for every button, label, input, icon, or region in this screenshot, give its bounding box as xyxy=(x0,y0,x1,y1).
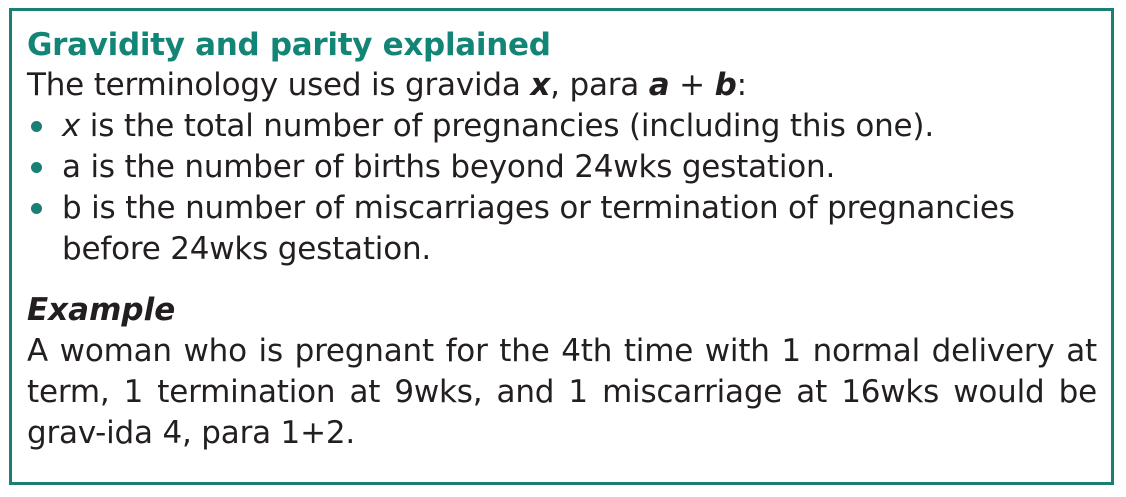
example-text: A woman who is pregnant for the 4th time with 1 normal delivery at term, 1 termination at 9wks, and 1 miscarriage at 16wks would be grav-ida 4, para 1+2. xyxy=(27,333,1097,451)
info-box xyxy=(9,8,1114,485)
bullet-icon xyxy=(31,121,42,132)
list-item xyxy=(27,188,1097,270)
intro-prefix: The terminology used is gravida xyxy=(27,67,531,103)
intro-plus: + xyxy=(669,67,715,103)
list-item xyxy=(27,106,1097,147)
intro-x: x xyxy=(530,67,551,103)
box-title: Gravidity and parity explained xyxy=(27,27,551,63)
intro-b: b xyxy=(714,67,737,103)
bullet-lead: x xyxy=(62,108,81,144)
intro-line xyxy=(27,65,1097,106)
intro-comma: , para xyxy=(550,67,649,103)
example-heading: Example xyxy=(27,292,176,328)
definition-list xyxy=(27,106,1097,270)
bullet-text: b is the number of miscarriages or termination of pregnancies before 24wks gestation. xyxy=(62,190,1015,267)
intro-a: a xyxy=(648,67,670,103)
bullet-icon xyxy=(31,203,42,214)
bullet-text: is the total number of pregnancies (including this one). xyxy=(80,108,934,144)
intro-colon: : xyxy=(736,67,747,103)
list-item xyxy=(27,147,1097,188)
bullet-text: a is the number of births beyond 24wks gestation. xyxy=(62,149,836,185)
bullet-icon xyxy=(31,162,42,173)
